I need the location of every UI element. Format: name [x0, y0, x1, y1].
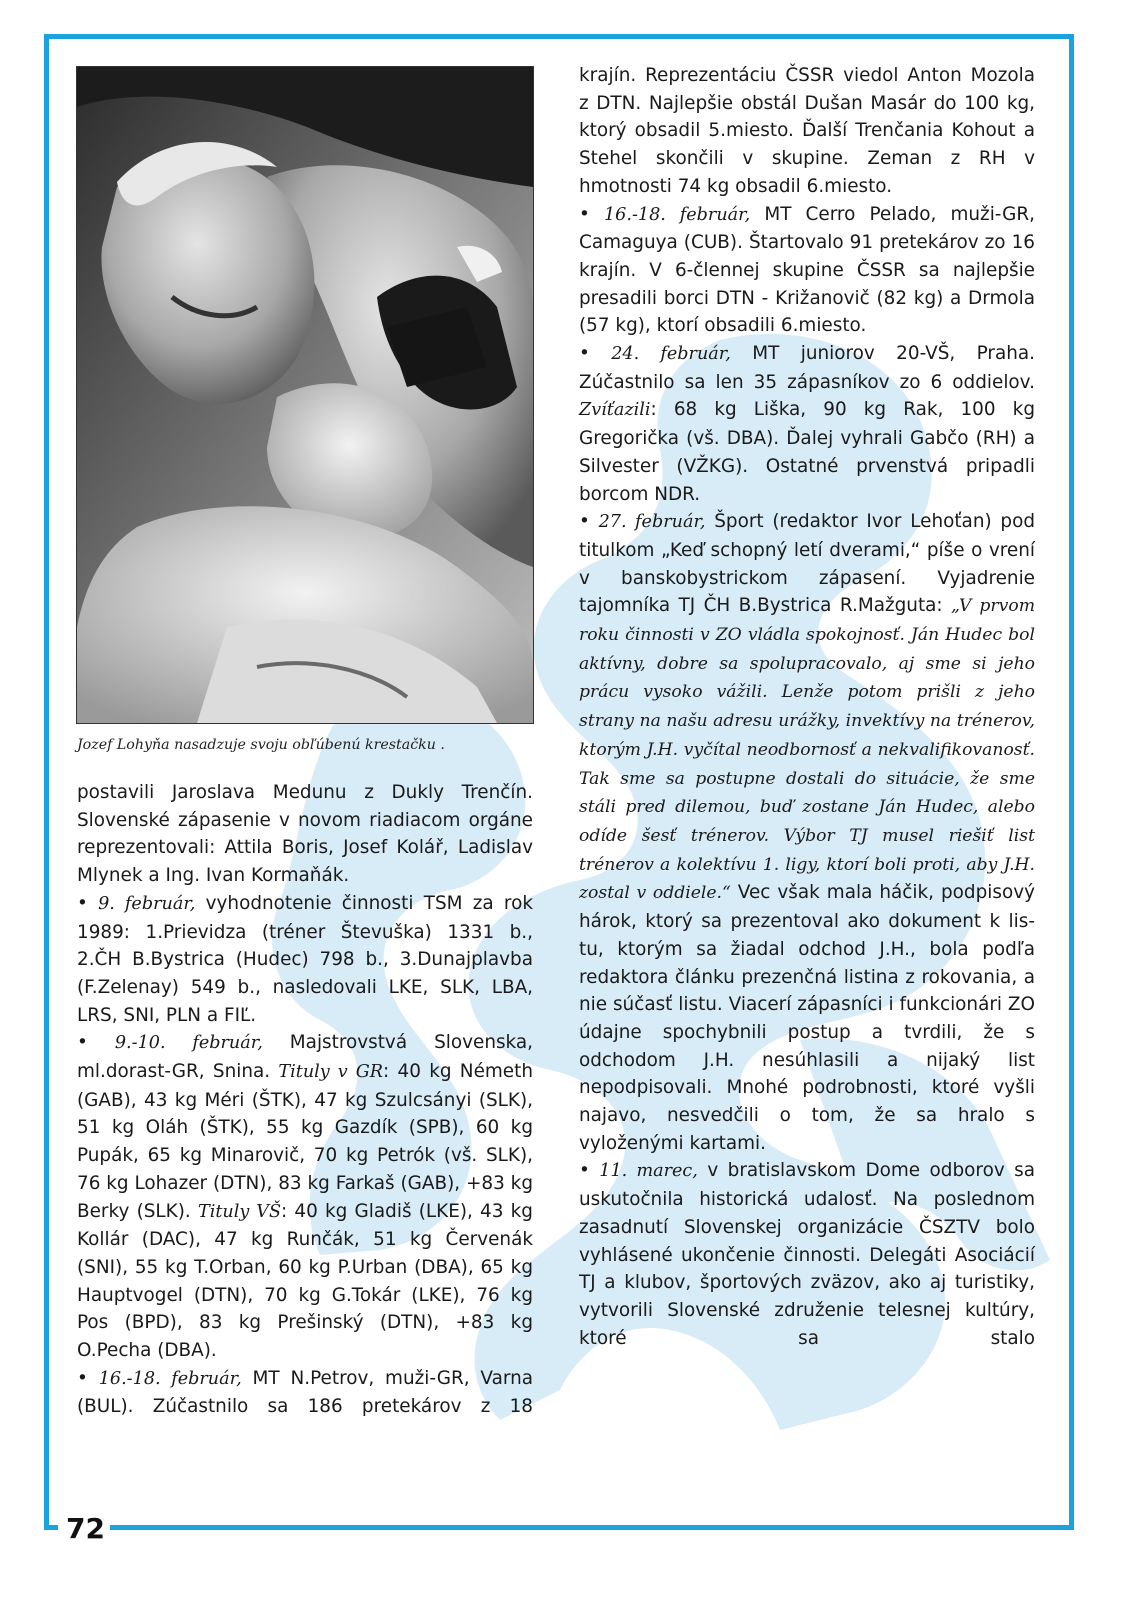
list-item: [579, 340, 1035, 508]
event-text: : 40 kg Gladiš (LKE), 43 kg Kollár (DAC), 47 kg Runčák, 51 kg Červenák (SNI), 55 kg T.Orban, 60 kg P.Urban (DBA), 65 kg Hauptvogel (DTN), 70 kg G.Tokár (LKE), 76 kg Pos (BPD), 83 kg Prešinský (DTN), +83 kg O.Pecha (DBA).: [77, 1200, 533, 1362]
list-item: [579, 201, 1035, 341]
bullet: •: [77, 1032, 115, 1054]
event-text: vyhodnotenie činnosti TSM za rok 1989: 1.Prievidza (tréner Števuška) 1331 b., 2.ČH B.Bystrica (Hudec) 798 b., 3.Dunajplavba (F.Zelenay) 549 b., nasledovali LKE, SLK, LBA, LRS, SNI, PLN a FIĽ.: [77, 892, 533, 1026]
event-text: MT Cerro Pelado, muži-GR, Camaguya (CUB). Štartovalo 91 pretekárov zo 16 krajín. V 6-člennej skupine ČSSR sa najlepšie presadili borci DTN - Križanovič (82 kg) a Drmola (57 kg), ktorí obsadili 6.miesto.: [579, 203, 1035, 337]
list-item: [77, 1365, 533, 1421]
results-label: Tituly v GR: [278, 1062, 384, 1083]
results-label: Tituly VŠ: [197, 1201, 281, 1222]
bullet: •: [579, 1160, 600, 1182]
event-text: Šport (redaktor Ivor Lehoťan) pod titulkom „Keď schopný letí dverami,“ píše o vrení v banskobystrickom zápasení. Vyjadrenie tajomníka TJ ČH B.Bystrica R.Mažguta:: [579, 511, 1035, 617]
paragraph: krajín. Reprezentáciu ČSSR viedol Anton Mozola z DTN. Najlepšie obstál Dušan Masár do 100 kg, ktorý obsadil 5.miesto. Ďalší Trenčania Kohout a Stehel skončili v skupine. Zeman z RH v hmotnosti 74 kg obsadil 6.miesto.: [579, 65, 1035, 197]
paragraph: postavili Jaroslava Medunu z Dukly Trenčín. Slovenské zápasenie v novom riadiacom orgáne reprezentovali: Attila Boris, Josef Kolář, Ladislav Mlynek a Ing. Ivan Kormaňák.: [77, 782, 533, 887]
event-date: 9. február,: [98, 893, 196, 914]
list-item: [77, 890, 533, 1030]
wrestling-photo: [76, 66, 534, 724]
photo-caption: Jozef Lohyňa nasadzuje svoju obľúbenú krestačku .: [77, 737, 445, 753]
results-label: Zvíťazili: [579, 400, 651, 421]
list-item: [579, 1157, 1035, 1352]
list-item: [77, 1029, 533, 1364]
event-text: Vec však mala háčik, podpisový hárok, ktorý sa prezentoval ako dokument k lis-tu, ktorým sa žiadal odchod J.H., bola podľa redaktora článku prezenčná listina z rokovania, a nie súčasť listu. Viacerí zápasníci i funkcionári ZO údajne spochybnili postup a tvrdili, že s odchodom J.H. nesúhlasili a nijaký list nepodpisovali. Mnohé podrobnosti, ktoré vyšli najavo, nesvedčili o tom, že sa hralo s vyloženými kartami.: [579, 882, 1035, 1154]
event-date: 16.-18. február,: [98, 1368, 242, 1389]
event-text: v bratislavskom Dome odborov sa uskutočnila historická udalosť. Na poslednom zasadnutí Slovenskej organizácie ČSZTV bolo vyhlásené ukončenie činnosti. Delegáti Asociácií TJ a klubov, športových zväzov, ako aj turistiky, vytvorili Slovenské združenie telesnej kultúry, ktoré sa stalo: [579, 1160, 1035, 1349]
event-date: 9.-10. február,: [114, 1033, 263, 1054]
event-text: MT N.Petrov, muži-GR, Varna (BUL). Zúčastnilo sa 186 pretekárov z 18: [77, 1367, 534, 1418]
event-date: 16.-18. február,: [603, 204, 751, 225]
right-text-column: [579, 62, 1035, 1352]
event-text: : 40 kg Németh (GAB), 43 kg Méri (ŠTK), 47 kg Szulcsányi (SLK), 51 kg Oláh (ŠTK), 55 kg Gazdík (SPB), 60 kg Pupák, 65 kg Minarovič, 70 kg Petrók (vš. SLK), 76 kg Lohazer (DTN), 83 kg Farkaš (GAB), +83 kg Berky (SLK).: [77, 1061, 533, 1222]
bullet: •: [579, 203, 604, 225]
event-date: 24. február,: [611, 344, 731, 365]
list-item: [579, 508, 1035, 1157]
event-text: MT juniorov 20-VŠ, Praha. Zúčastnilo sa len 35 zápasníkov zo 6 oddielov.: [579, 343, 1035, 393]
quotation: „V prvom roku činnosti v ZO vládla spokojnosť. Ján Hudec bol aktívny, dobre sa spolupracovalo, aj sme si jeho prácu vysoko vážili. Lenže potom prišli z jeho strany na našu adresu urážky, invektívy na trénerov, ktorým J.H. vyčítal neodbornosť a nekvalifikovanosť. Tak sme sa postupne dostali do situácie, že sme stáli pred dilemou, buď zostane Ján Hudec, alebo odíde šesť trénerov. Výbor TJ musel riešiť list trénerov a kolektívu 1. ligy, ktorí boli proti, aby J.H. zostal v oddiele.“: [579, 596, 1035, 904]
bullet: •: [77, 892, 99, 914]
event-text: Majstrovstvá Slovenska, ml.dorast-GR, Snina.: [77, 1032, 533, 1083]
bullet: •: [579, 511, 599, 533]
bullet: •: [77, 1367, 99, 1389]
page-number: 72: [66, 1512, 105, 1545]
event-date: 27. február,: [598, 512, 706, 533]
event-text: : 68 kg Liška, 90 kg Rak, 100 kg Gregorička (vš. DBA). Ďalej vyhrali Gabčo (RH) a Silvester (VŽKG). Ostatné prvenstvá pripadli borcom NDR.: [579, 399, 1035, 505]
left-text-column: [77, 779, 533, 1421]
wrestlers-photo-image: [77, 67, 533, 723]
event-date: 11. marec,: [599, 1161, 698, 1182]
bullet: •: [579, 343, 612, 365]
